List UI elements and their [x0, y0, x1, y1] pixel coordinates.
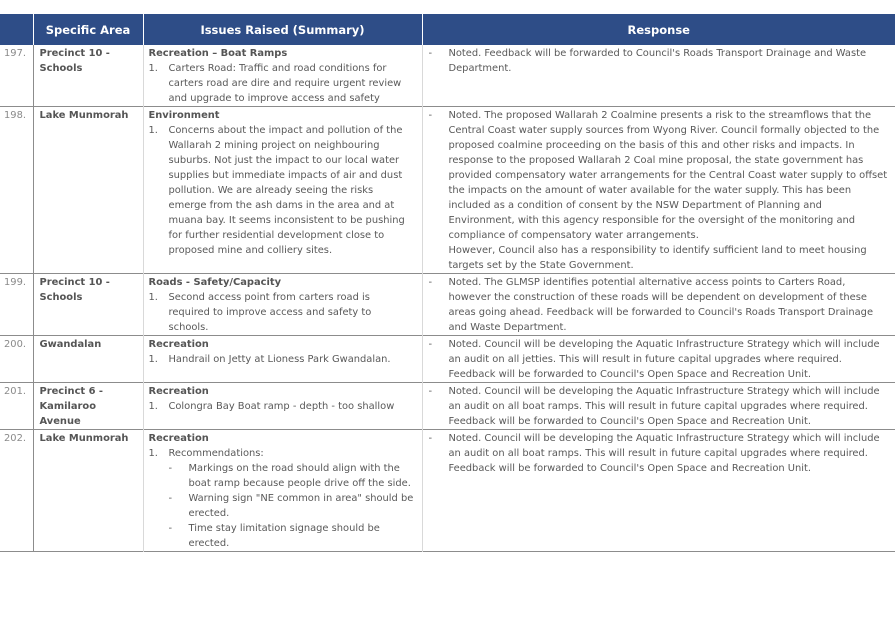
header-number: [0, 14, 33, 45]
issue-item: [149, 61, 414, 106]
issues-cell: [143, 274, 422, 336]
specific-area: Lake Munmorah: [39, 433, 129, 444]
issue-subitem: [149, 521, 414, 551]
table-row: [0, 430, 895, 552]
table-row: [0, 107, 895, 274]
response-item: [429, 384, 890, 429]
row-number: 200.: [0, 336, 33, 383]
submissions-table-sheet: [0, 14, 895, 552]
response-body: [449, 384, 890, 429]
response-dash: -: [428, 48, 433, 59]
issue-text: Carters Road: Traffic and road conditions for carters road are dire and require urgent review and upgrade to improve access and safety: [168, 63, 402, 104]
response-cell: [422, 430, 895, 552]
response-text: Noted. Council will be developing the Aquatic Infrastructure Strategy which will include an audit on all boat ramps. This will result in future capital upgrades where required. Feedback will be forwarded to Council's Open Space and Recreation Unit.: [448, 433, 880, 474]
response-cell: [422, 274, 895, 336]
issue-number: 1.: [148, 125, 158, 136]
issue-item: [149, 123, 414, 258]
issue-category: Recreation: [148, 386, 209, 397]
issues-cell: [143, 430, 422, 552]
response-text: Noted. The GLMSP identifies potential alternative access points to Carters Road, however the construction of these roads will be dependent on development of these areas going ahead. Feedback will be forwarded to Council's Roads Transport Drainage and Waste Department.: [448, 277, 874, 333]
issue-item: [149, 352, 414, 367]
submissions-table: [0, 14, 895, 552]
issue-text: Recommendations:: [168, 448, 264, 459]
response-item: [429, 108, 890, 273]
row-number: 198.: [0, 107, 33, 274]
issue-number: 1.: [148, 354, 158, 365]
response-dash: -: [428, 110, 433, 121]
table-row: [0, 383, 895, 430]
row-number: 199.: [0, 274, 33, 336]
issue-category: Recreation: [148, 339, 209, 350]
issue-number: 1.: [148, 63, 158, 74]
specific-area: Precinct 6 - Kamilaroo Avenue: [39, 386, 103, 427]
issue-item: [149, 290, 414, 335]
response-item: [429, 46, 890, 76]
response-item: [429, 431, 890, 476]
response-cell: [422, 107, 895, 274]
issue-item: [149, 399, 414, 414]
specific-area: Precinct 10 - Schools: [39, 277, 110, 303]
response-dash: -: [428, 277, 433, 288]
subitem-text: Markings on the road should align with the boat ramp because people drive off the side.: [188, 463, 411, 489]
issue-text: Handrail on Jetty at Lioness Park Gwandalan.: [168, 354, 391, 365]
issue-subitem: [149, 461, 414, 491]
issue-category: Recreation – Boat Ramps: [148, 48, 288, 59]
subitem-dash: -: [168, 493, 173, 504]
row-number: 197.: [0, 45, 33, 107]
subitem-dash: -: [168, 463, 173, 474]
subitem-dash: -: [168, 523, 173, 534]
response-cell: [422, 383, 895, 430]
issues-cell: [143, 107, 422, 274]
response-text: Noted. The proposed Wallarah 2 Coalmine presents a risk to the streamflows that the Central Coast water supply sources from Wyong River. Council formally objected to the proposed coalmine proceeding on the basis of this and other risks and impacts. In response to the proposed Wallarah 2 Coal mine proposal, the state government has provided compensatory water arrangements for the Central Coast water supply to offset the impacts on the amount of water available for the water supply. This has been included as a condition of consent by the NSW Department of Planning and Environment, with this agency responsible for the oversight of the monitoring and compliance of compensatory water arrangements.: [448, 110, 888, 241]
response-body: [449, 275, 890, 335]
response-cell: [422, 336, 895, 383]
issue-text: Colongra Bay Boat ramp - depth - too shallow: [168, 401, 395, 412]
issue-text: Second access point from carters road is required to improve access and safety to schools.: [168, 292, 372, 333]
issue-category: Recreation: [148, 433, 209, 444]
issue-number: 1.: [148, 448, 158, 459]
response-body: [449, 431, 890, 476]
issue-number: 1.: [148, 292, 158, 303]
issue-category: Roads - Safety/Capacity: [148, 277, 282, 288]
response-item: [429, 275, 890, 335]
response-text: Noted. Feedback will be forwarded to Council's Roads Transport Drainage and Waste Department.: [448, 48, 867, 74]
response-item: [429, 337, 890, 382]
issue-item: [149, 446, 414, 461]
response-dash: -: [428, 433, 433, 444]
issue-text: Concerns about the impact and pollution of the Wallarah 2 mining project on neighbouring suburbs. Not just the impact to our local water supplies but immediate impacts of air and dust pollution. We are already seeing the risks emerge from the ash dams in the area and at muana bay. It seems inconsistent to be pushing for further residential development close to proposed mine and colliery sites.: [168, 125, 405, 256]
specific-area: Precinct 10 - Schools: [39, 48, 110, 74]
response-text: Noted. Council will be developing the Aquatic Infrastructure Strategy which will include an audit on all boat ramps. This will result in future capital upgrades where required. Feedback will be forwarded to Council's Open Space and Recreation Unit.: [448, 386, 880, 427]
subitem-text: Warning sign "NE common in area" should be erected.: [188, 493, 414, 519]
specific-area: Gwandalan: [39, 339, 102, 350]
header-specific-area: Specific Area: [33, 14, 143, 45]
response-continuation: However, Council also has a responsibility to identify sufficient land to meet housing targets set by the State Government.: [448, 245, 867, 271]
table-row: [0, 45, 895, 107]
issue-subitem: [149, 491, 414, 521]
response-dash: -: [428, 339, 433, 350]
issues-cell: [143, 45, 422, 107]
response-body: [449, 337, 890, 382]
header-issues-raised: Issues Raised (Summary): [143, 14, 422, 45]
issues-cell: [143, 336, 422, 383]
issue-number: 1.: [148, 401, 158, 412]
issues-cell: [143, 383, 422, 430]
table-header-row: [0, 14, 895, 45]
table-row: [0, 274, 895, 336]
response-body: [449, 46, 890, 76]
specific-area: Lake Munmorah: [39, 110, 129, 121]
response-body: [449, 108, 890, 273]
table-row: [0, 336, 895, 383]
issue-category: Environment: [148, 110, 220, 121]
header-response: Response: [422, 14, 895, 45]
subitem-text: Time stay limitation signage should be erected.: [188, 523, 380, 549]
response-cell: [422, 45, 895, 107]
response-dash: -: [428, 386, 433, 397]
row-number: 201.: [0, 383, 33, 430]
row-number: 202.: [0, 430, 33, 552]
response-text: Noted. Council will be developing the Aquatic Infrastructure Strategy which will include an audit on all jetties. This will result in future capital upgrades where required. Feedback will be forwarded to Council's Open Space and Recreation Unit.: [448, 339, 880, 380]
